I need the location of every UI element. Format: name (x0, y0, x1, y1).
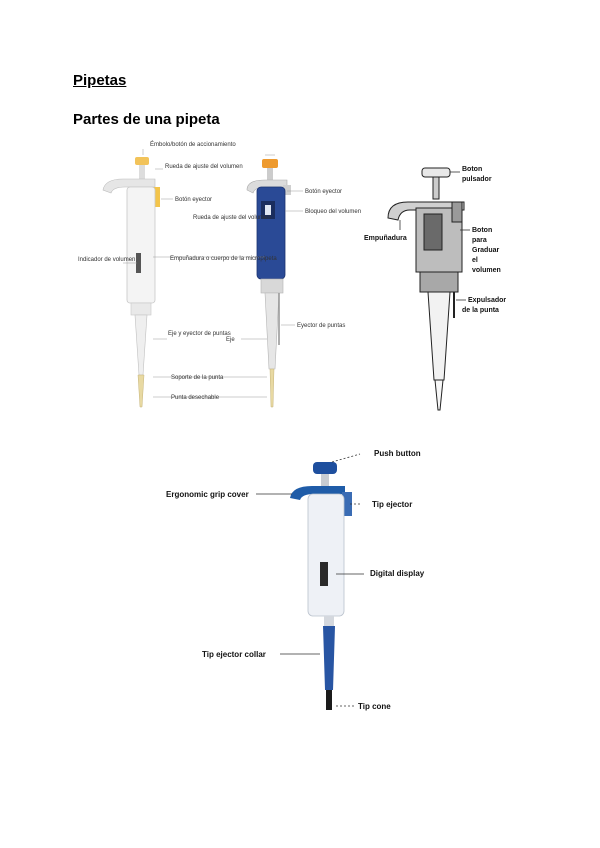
label-boton-eyector: Botón eyector (175, 197, 213, 203)
label-eje-eyector: Eje y eyector de puntas (168, 331, 231, 337)
label-eyector-puntas: Eyector de puntas (297, 323, 346, 329)
label-empunadura: Empuñadura o cuerpo de la micropipeta (170, 256, 277, 262)
label-rueda: Rueda de ajuste del volumen (165, 164, 243, 170)
section-heading: Partes de una pipeta (73, 111, 220, 128)
label-indicador: Indicador de volumen (78, 257, 136, 263)
label-rueda-2: Rueda de ajuste del volumen (193, 215, 271, 221)
label-punta: Punta desechable (171, 395, 220, 401)
label-embolo: Émbolo/botón de accionamiento (150, 142, 236, 148)
pipette-diagram-2 (360, 158, 510, 416)
label-push-button: Push button (374, 449, 421, 458)
pipette-blue (247, 159, 291, 407)
pipette-ergonomic (290, 462, 352, 710)
label-tip-ejector: Tip ejector (372, 500, 413, 509)
label-soporte: Soporte de la punta (171, 375, 224, 381)
label-digital-display: Digital display (370, 569, 425, 578)
label-tip-ejector-collar: Tip ejector collar (202, 650, 266, 659)
label-boton-graduar: Boton para Graduar el volumen (472, 227, 501, 274)
pipette-diagram-3 (160, 440, 440, 720)
label-eje: Eje (226, 337, 235, 343)
page-title: Pipetas (73, 72, 127, 89)
label-boton-pulsador: Boton pulsador (462, 166, 492, 183)
pipette-white (103, 157, 160, 407)
label-grip-cover: Ergonomic grip cover (166, 490, 249, 499)
pipette-diagram-1 (75, 135, 362, 420)
label-empunadura-2: Empuñadura (364, 235, 407, 242)
label-expulsador: Expulsador de la punta (462, 297, 507, 314)
label-boton-eyector-2: Botón eyector (305, 189, 343, 195)
label-bloqueo: Bloqueo del volumen (305, 209, 362, 215)
pipette-drawing (388, 168, 464, 410)
label-tip-cone: Tip cone (358, 702, 391, 711)
